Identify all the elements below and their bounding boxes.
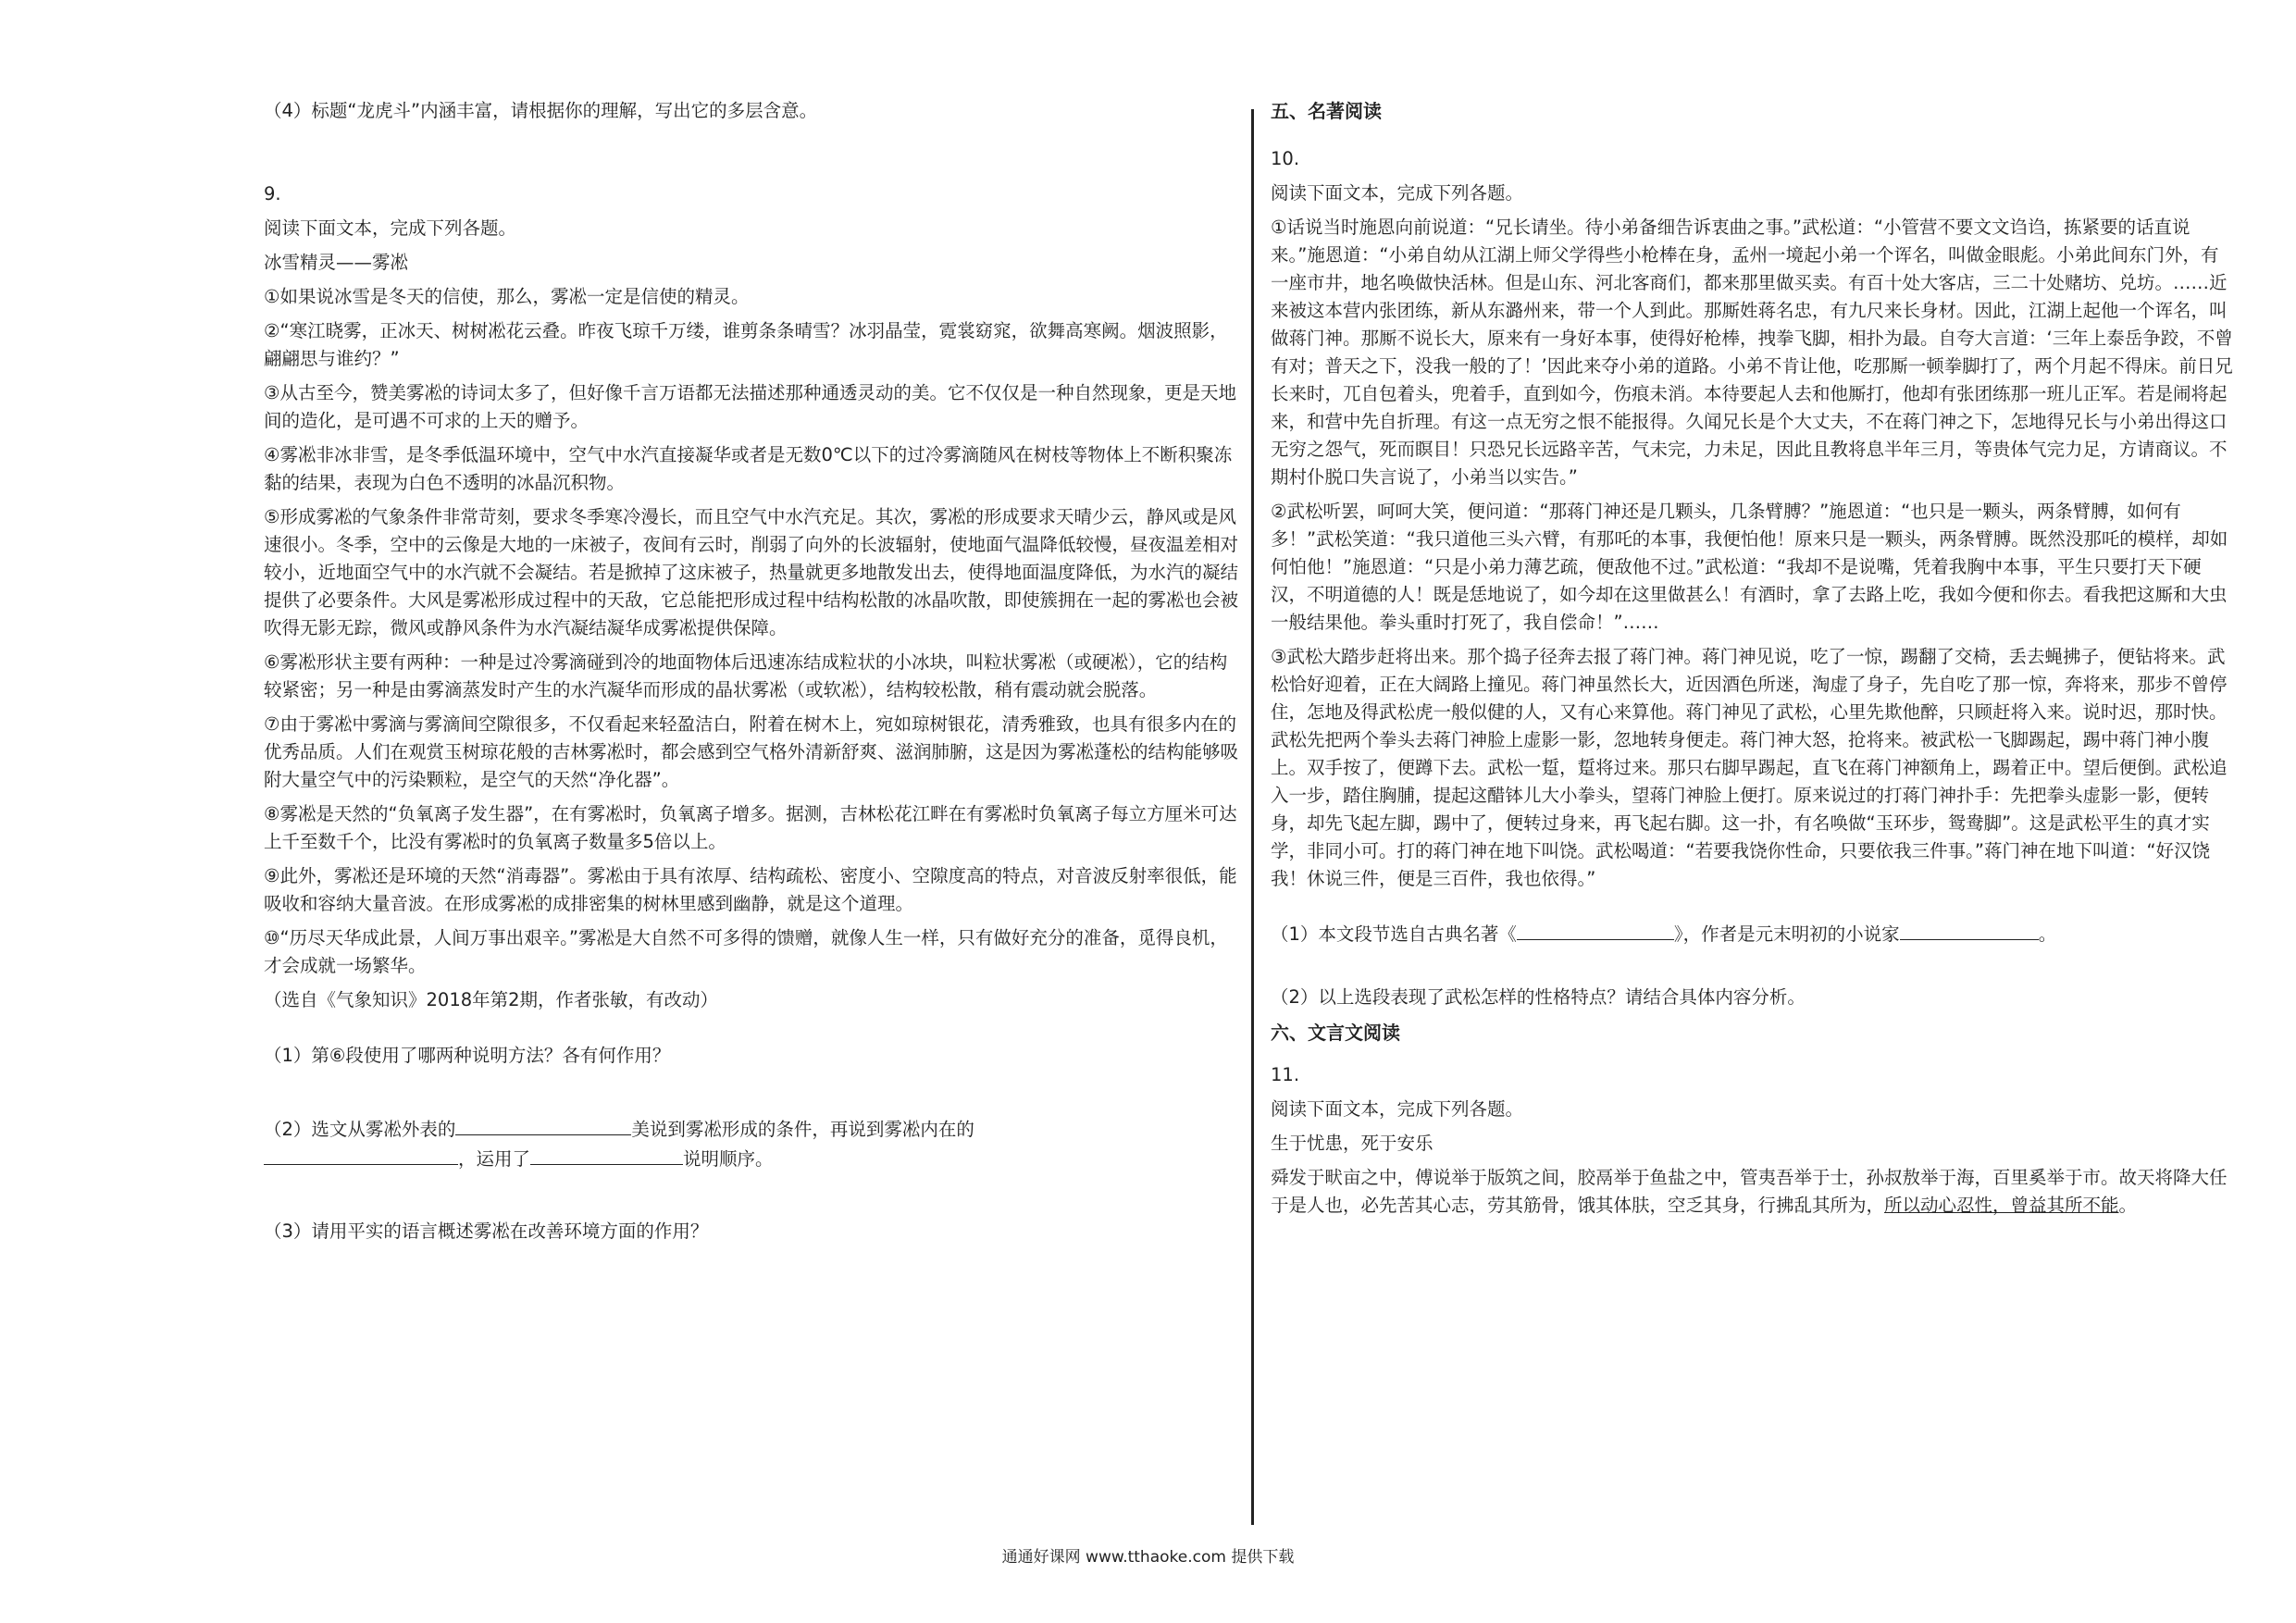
page-footer: 通通好课网 www.tthaoke.com 提供下载 [1001,1548,1295,1567]
paragraph: ⑤形成雾凇的气象条件非常苛刻，要求冬季寒冷漫长，而且空气中水汽充足。其次，雾凇的形成要求天晴少云，静风或是风速很小。冬季，空中的云像是大地的一床被子，夜间有云时，削弱了向外的长波辐射，使地面气温降低较慢，昼夜温差相对较小，近地面空气中的水汽就不会凝结。若是掀掉了这床被子，热量就更多地散发出去，使得地面温度降低，为水汽的凝结提供了必要条件。大风是雾凇形成过程中的天敌，它总能把形成过程中结构松散的冰晶吹散，即使簇拥在一起的雾凇也会被吹得无影无踪，微风或静风条件为水汽凝结凝华成雾凇提供保障。 [264,506,1239,638]
paragraph: ⑩“历尽天华成此景，人间万事出艰辛。”雾凇是大自然不可多得的馈赠，就像人生一样，只有做好充分的准备，觅得良机，才会成就一场繁华。 [264,927,1228,976]
classical-text-plain: 舜发于畎亩之中，傅说举于版筑之间，胶鬲举于鱼盐之中，管夷吾举于士，孙叔敖举于海，百里奚举于市。故天将降大任于是人也，必先苦其心志，劳其筋骨，饿其体肤，空乏其身，行拂乱其所为， [1271,1167,2228,1216]
paragraph: ②武松听罢，呵呵大笑，便问道：“那蒋门神还是几颗头，几条臂膊？”施恩道：“也只是一颗头，两条臂膊，如何有多！”武松笑道：“我只道他三头六臂，有那吒的本事，我便怕他！原来只是一颗头，两条臂膊。既然没那吒的模样，却如何怕他！”施恩道：“只是小弟力薄艺疏，便敌他不过。”武松道：“我却不是说嘴，凭着我胸中本事，平生只要打天下硬汉，不明道德的人！既是恁地说了，如今却在这里做甚么！有酒时，拿了去路上吃，我如今便和你去。看我把这厮和大虫一般结果他。拳头重时打死了，我自偿命！”…… [1271,501,2228,633]
paragraph: ③从古至今，赞美雾凇的诗词太多了，但好像千言万语都无法描述那种通透灵动的美。它不仅仅是一种自然现象，更是天地间的造化，是可遇不可求的上天的赠予。 [264,382,1236,431]
q10-sub1-text-c: 。 [2038,923,2057,945]
column-divider [1251,109,1254,1525]
q9-instruction: 阅读下面文本，完成下列各题。 [264,217,517,239]
paragraph: ⑦由于雾凇中雾滴与雾滴间空隙很多，不仅看起来轻盈洁白，附着在树木上，宛如琼树银花，清秀雅致，也具有很多内在的优秀品质。人们在观赏玉树琼花般的吉林雾凇时，都会感到空气格外清新舒爽、滋润肺腑，这是因为雾凇蓬松的结构能够吸附大量空气中的污染颗粒，是空气的天然“净化器”。 [264,713,1239,790]
paragraph: ⑧雾凇是天然的“负氧离子发生器”，在有雾凇时，负氧离子增多。据测，吉林松花江畔在有雾凇时负氧离子每立方厘米可达上千至数千个，比没有雾凇时的负氧离子数量多5倍以上。 [264,803,1237,852]
q9-sub2-text-a: （2）选文从雾凇外表的 [264,1119,456,1140]
classical-text-underlined: 所以动心忍性，曾益其所不能 [1884,1195,2119,1216]
section-5-heading: 五、名著阅读 [1271,100,1382,122]
section-6-heading: 六、文言文阅读 [1271,1022,1400,1044]
source-citation: （选自《气象知识》2018年第2期，作者张敏，有改动） [264,989,719,1010]
paragraph: ①如果说冰雪是冬天的信使，那么，雾凇一定是信使的精灵。 [264,286,750,307]
paragraph: ①话说当时施恩向前说道：“兄长请坐。待小弟备细告诉衷曲之事。”武松道：“小管营不要文文诌诌，拣紧要的话直说来。”施恩道：“小弟自幼从江湖上师父学得些小枪棒在身，孟州一境起小弟一个诨名，叫做金眼彪。小弟此间东门外，有一座市井，地名唤做快活林。但是山东、河北客商们，都来那里做买卖。有百十处大客店，三二十处赌坊、兑坊。……近来被这本营内张团练，新从东潞州来，带一个人到此。那厮姓蒋名忠，有九尺来长身材。因此，江湖上起他一个诨名，叫做蒋门神。那厮不说长大，原来有一身好本事，使得好枪棒，拽拳飞脚，相扑为最。自夸大言道：‘三年上泰岳争跤，不曾有对；普天之下，没我一般的了！’因此来夺小弟的道路。小弟不肯让他，吃那厮一顿拳脚打了，两个月起不得床。前日兄长来时，兀自包着头，兜着手，直到如今，伤痕未消。本待要起人去和他厮打，他却有张团练那一班儿正军。若是闹将起来，和营中先自折理。有这一点无穷之恨不能报得。久闻兄长是个大丈夫，不在蒋门神之下，怎地得兄长与小弟出得这口无穷之怨气，死而瞑目！只恐兄长远路辛苦，气未完，力未足，因此且教将息半年三月，等贵体气完力足，方请商议。不期村仆脱口失言说了，小弟当以实告。” [1271,217,2233,488]
paragraph: ③武松大踏步赶将出来。那个捣子径奔去报了蒋门神。蒋门神见说，吃了一惊，踢翻了交椅，丢去蝇拂子，便钻将来。武松恰好迎着，正在大阔路上撞见。蒋门神虽然长大，近因酒色所迷，淘虚了身子，先自吃了那一惊，奔将来，那步不曾停住，怎地及得武松虎一般似健的人，又有心来算他。蒋门神见了武松，心里先欺他醉，只顾赶将入来。说时迟，那时快。武松先把两个拳头去蒋门神脸上虚影一影，忽地转身便走。蒋门神大怒，抢将来。被武松一飞脚踢起，踢中蒋门神小腹上。双手按了，便蹲下去。武松一踅，踅将过来。那只右脚早踢起，直飞在蒋门神额角上，踢着正中。望后便倒。武松追入一步，踏住胸脯，提起这醋钵儿大小拳头，望蒋门神脸上便打。原来说过的打蒋门神扑手：先把拳头虚影一影，便转身，却先飞起左脚，踢中了，便转过身来，再飞起右脚。这一扑，有名唤做“玉环步，鸳鸯脚”。这是武松平生的真才实学，非同小可。打的蒋门神在地下叫饶。武松喝道：“若要我饶你性命，只要依我三件事。”蒋门神在地下叫道：“好汉饶我！休说三件，便是三百件，我也依得。” [1271,646,2228,889]
q9-sub2 [264,1114,1245,1173]
left-column [264,97,1245,1245]
q10-sub1 [1271,919,2233,948]
q11-number: 11. [1271,1064,1300,1085]
paragraph: ④雾凇非冰非雪，是冬季低温环境中，空气中水汽直接凝华或者是无数0℃以下的过冷雾滴随风在树枝等物体上不断积聚冻黏的结果，表现为白色不透明的冰晶沉积物。 [264,444,1233,493]
answer-blank[interactable] [1517,919,1674,940]
q8-sub4: （4）标题“龙虎斗”内涵丰富，请根据你的理解，写出它的多层含意。 [264,100,818,121]
q9-number: 9. [264,183,281,204]
right-column [1271,97,2233,1220]
answer-blank[interactable] [1900,919,2039,940]
q10-sub1-text-a: （1）本文段节选自古典名著《 [1271,923,1517,945]
q10-sub1-text-b: 》，作者是元末明初的小说家 [1673,923,1900,945]
q10-instruction: 阅读下面文本，完成下列各题。 [1271,182,1524,204]
paragraph: ⑥雾凇形状主要有两种：一种是过冷雾滴碰到冷的地面物体后迅速冻结成粒状的小冰块，叫粒状雾凇（或硬凇），它的结构较紧密；另一种是由雾滴蒸发时产生的水汽凝华而形成的晶状雾凇（或软凇），结构较松散，稍有震动就会脱落。 [264,651,1228,700]
q9-sub2-text-b: 美说到雾凇形成的条件，再说到雾凇内在的 [631,1119,974,1140]
q10-sub2: （2）以上选段表现了武松怎样的性格特点？请结合具体内容分析。 [1271,986,1806,1008]
q9-sub3: （3）请用平实的语言概述雾凇在改善环境方面的作用？ [264,1220,709,1242]
q9-sub1: （1）第⑥段使用了哪两种说明方法？各有何作用？ [264,1045,671,1066]
classical-text [1271,1164,2233,1220]
answer-blank[interactable] [530,1144,683,1165]
article-title: 冰雪精灵——雾凇 [264,252,409,273]
q9-sub2-text-c: ，运用了 [458,1148,531,1170]
answer-blank[interactable] [455,1114,631,1135]
q9-sub2-text-d: 说明顺序。 [683,1148,774,1170]
paragraph: ⑨此外，雾凇还是环境的天然“消毒器”。雾凇由于具有浓厚、结构疏松、密度小、空隙度高的特点，对音波反射率很低，能吸收和容纳大量音波。在形成雾凇的成排密集的树林里感到幽静，就是这个道理。 [264,865,1237,914]
paragraph: ②“寒江晓雾，正冰天、树树凇花云叠。昨夜飞琼千万缕，谁剪条条晴雪？冰羽晶莹，霓裳窈窕，欲舞高寒阙。烟波照影，翩翩思与谁约？” [264,320,1228,369]
q11-instruction: 阅读下面文本，完成下列各题。 [1271,1098,1524,1120]
q10-number: 10. [1271,148,1300,169]
answer-blank[interactable] [264,1144,458,1165]
classical-title: 生于忧患，死于安乐 [1271,1133,1433,1154]
classical-text-end: 。 [2118,1195,2138,1216]
